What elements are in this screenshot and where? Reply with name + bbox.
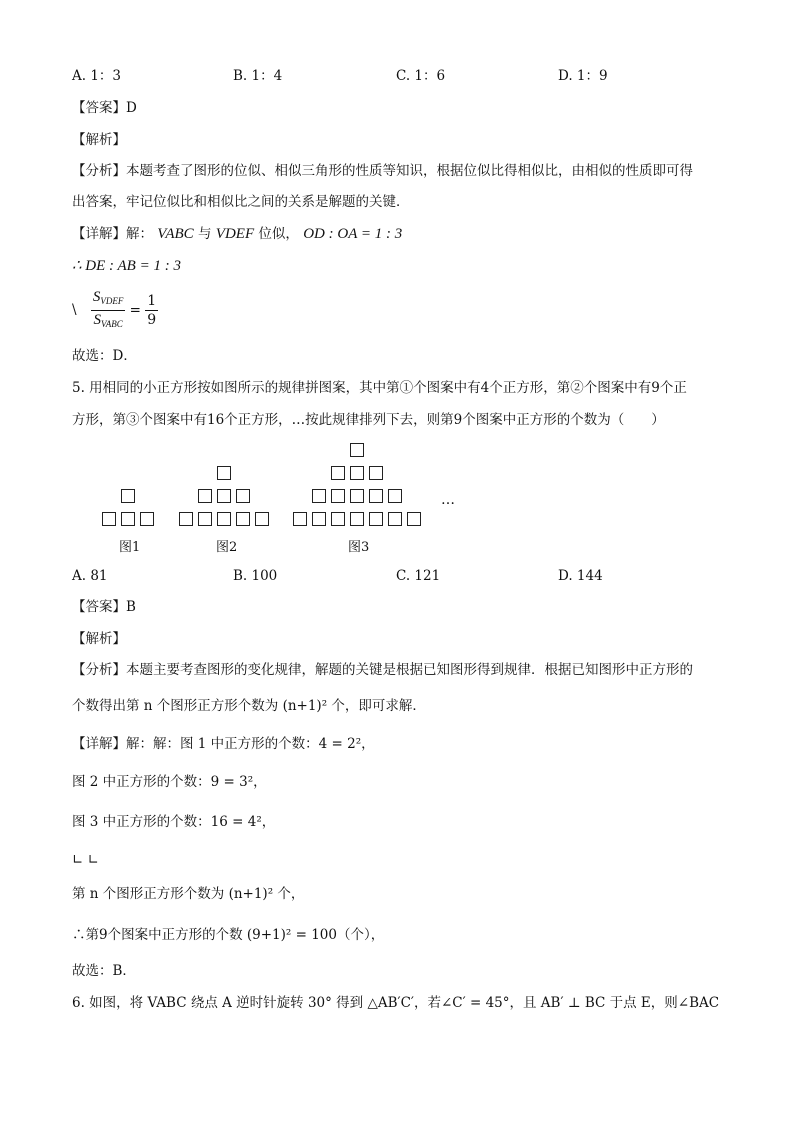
- q4-option-b: B. 1：4: [233, 68, 283, 84]
- figure-label-1: 图1: [119, 540, 141, 555]
- q4-detail-line: [72, 224, 402, 244]
- q4-option-d: D. 1：9: [558, 68, 608, 84]
- q5-choose: 故选：B．: [72, 963, 136, 979]
- q4-area-equals: =: [129, 302, 141, 319]
- square: [407, 512, 421, 526]
- q5-detail-2: 图 2 中正方形的个数：9 = 3²，: [72, 774, 267, 790]
- q4-triangle-def: VDEF: [215, 226, 255, 242]
- q5-stem-line-1: 5. 用相同的小正方形按如图所示的规律拼图案，其中第①个图案中有4个正方形，第②个图案中有9个正: [72, 380, 687, 396]
- q5-option-d: D. 144: [558, 568, 603, 584]
- q4-analysis-heading: 【解析】: [72, 132, 126, 148]
- q4-option-a: A. 1：3: [72, 68, 122, 84]
- square: [217, 466, 231, 480]
- q4-result-den: 9: [147, 312, 157, 328]
- figure-label-3: 图3: [348, 540, 370, 555]
- square: [388, 512, 402, 526]
- square: [312, 489, 326, 503]
- q5-detail-1: 【详解】解：解：图 1 中正方形的个数：4 = 2²，: [72, 736, 375, 752]
- q4-area-fraction: [91, 288, 126, 333]
- square: [217, 489, 231, 503]
- q4-area-den-s: S: [93, 312, 101, 328]
- q4-ratio-od-oa: OD : OA = 1 : 3: [303, 226, 403, 242]
- q4-detail-prefix: 【详解】解：: [72, 226, 153, 242]
- square: [198, 489, 212, 503]
- square: [369, 512, 383, 526]
- q4-detail-weisi: 位似，: [258, 226, 299, 242]
- q5-analysis-line-2: 个数得出第 n 个图形正方形个数为 (n+1)² 个，即可求解．: [72, 698, 426, 714]
- q4-detail-and: 与: [197, 226, 212, 242]
- square: [121, 489, 135, 503]
- q4-analysis-line-1: 【分析】本题考查了图形的位似、相似三角形的性质等知识，根据位似比得相似比，由相似的性质即可得: [72, 163, 693, 179]
- q5-detail-5: 第 n 个图形正方形个数为 (n+1)² 个，: [72, 886, 305, 902]
- square: [388, 489, 402, 503]
- q4-step-de-ab: ∴ DE : AB = 1 : 3: [72, 258, 181, 274]
- square: [331, 466, 345, 480]
- q5-option-a: A. 81: [72, 568, 108, 584]
- q5-detail-6: ∴第9个图案中正方形的个数 (9+1)² = 100（个），: [72, 927, 385, 943]
- figure-label-2: 图2: [216, 540, 238, 555]
- square: [255, 512, 269, 526]
- square: [217, 512, 231, 526]
- q5-answer: 【答案】B: [72, 599, 136, 615]
- square: [350, 466, 364, 480]
- q4-analysis-line-2: 出答案，牢记位似比和相似比之间的关系是解题的关键．: [72, 194, 410, 210]
- q4-area-num-s: S: [92, 289, 101, 305]
- square: [369, 466, 383, 480]
- q4-area-ratio: [72, 288, 158, 333]
- q6-stem: 6. 如图，将 VABC 绕点 A 逆时针旋转 30° 得到 △AB′C′，若∠C′ = 45°，且 AB′ ⊥ BC 于点 E，则∠BAC: [72, 995, 720, 1011]
- square: [198, 512, 212, 526]
- square: [350, 512, 364, 526]
- square: [369, 489, 383, 503]
- square: [350, 443, 364, 457]
- q4-option-c: C. 1：6: [396, 68, 446, 84]
- square: [236, 489, 250, 503]
- q4-area-den-sub: VABC: [100, 319, 123, 329]
- q4-area-num-sub: VDEF: [100, 296, 124, 306]
- q5-detail-3: 图 3 中正方形的个数：16 = 4²，: [72, 814, 276, 830]
- q4-result-num: 1: [147, 293, 157, 309]
- q4-choose: 故选：D．: [72, 348, 137, 364]
- q5-analysis-heading: 【解析】: [72, 631, 126, 647]
- square: [331, 489, 345, 503]
- square: [293, 512, 307, 526]
- square: [121, 512, 135, 526]
- q4-result-fraction: [145, 292, 158, 329]
- q5-detail-4: ∟ ∟: [72, 852, 99, 868]
- q5-option-b: B. 100: [233, 568, 278, 584]
- square: [312, 512, 326, 526]
- q5-analysis-line-1: 【分析】本题主要考查图形的变化规律，解题的关键是根据已知图形得到规律．根据已知图形中正方形的: [72, 662, 693, 678]
- q5-option-c: C. 121: [396, 568, 441, 584]
- square: [236, 512, 250, 526]
- q5-stem-line-2: 方形，第③个图案中有16个正方形，…按此规律排列下去，则第9个图案中正方形的个数为（ ）: [72, 412, 665, 428]
- q4-answer: 【答案】D: [72, 100, 137, 116]
- square: [140, 512, 154, 526]
- square: [331, 512, 345, 526]
- figure-ellipsis: …: [441, 492, 456, 508]
- square: [102, 512, 116, 526]
- square: [179, 512, 193, 526]
- square: [350, 489, 364, 503]
- q4-backslash: \: [72, 302, 77, 318]
- q4-triangle-abc: VABC: [157, 226, 194, 242]
